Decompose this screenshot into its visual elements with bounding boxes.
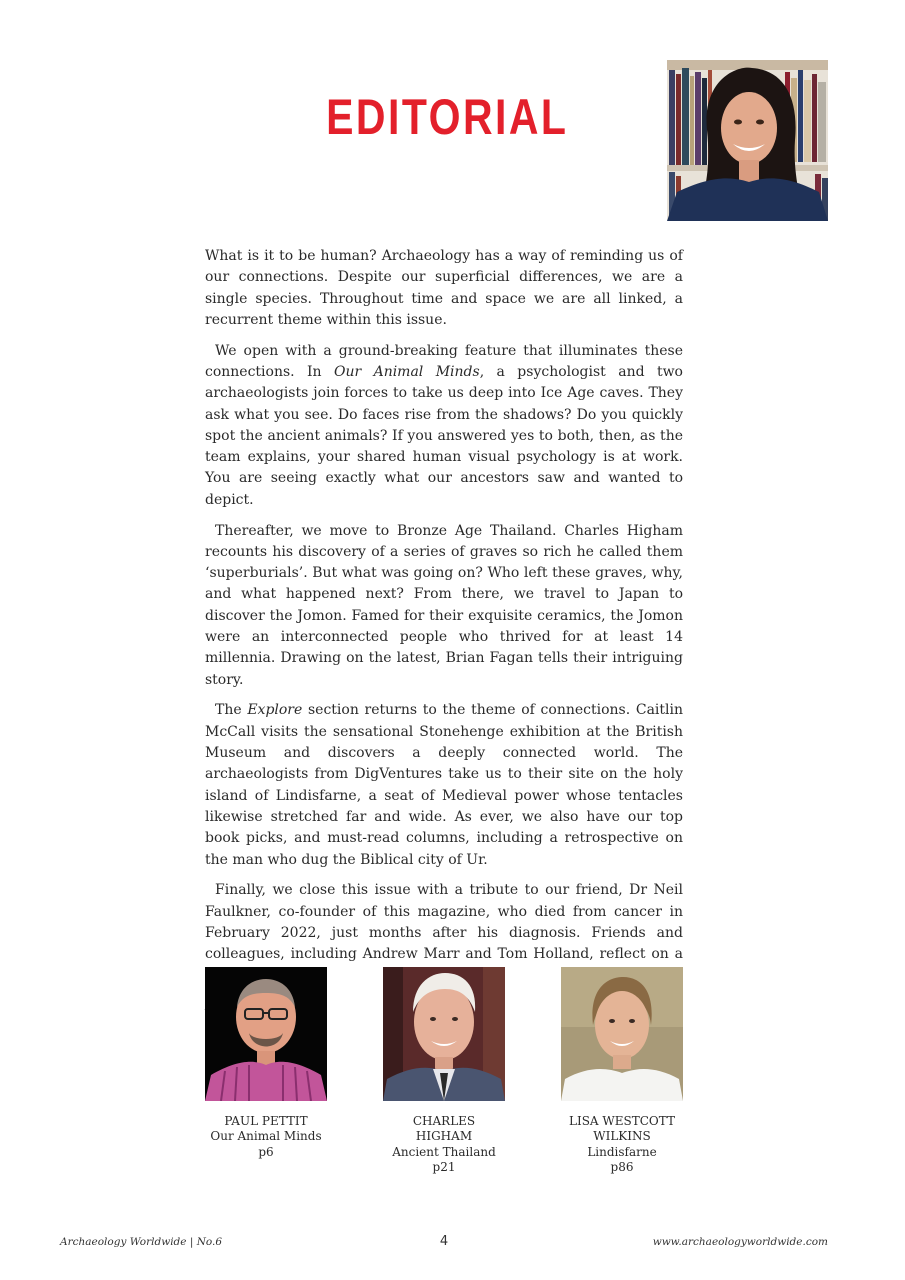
page-number: 4 — [439, 1234, 449, 1249]
contributor-caption — [383, 1114, 505, 1175]
contributor-card — [561, 967, 683, 1175]
paragraph-text: The — [215, 702, 248, 719]
contributor-photo — [383, 967, 505, 1101]
contributor-photo — [205, 967, 327, 1101]
contributor-name-continued: WILKINS — [593, 1129, 651, 1144]
contributor-card — [205, 967, 327, 1160]
editorial-body — [205, 246, 683, 1027]
paragraph-text: section returns to the theme of connections. Caitlin McCall visits the sensational Stonehenge exhibition at the British Museum and discovers a deeply connected world. The archaeologists from DigVentures take us to their site on the holy island of Lindisfarne, a seat of Medieval power whose tentacles likewise stretched far and wide. As ever, we also have our top book picks, and must-read columns, including a retrospective on the man who dug the Biblical city of Ur. — [205, 702, 683, 868]
paragraph-thailand-jomon: Thereafter, we move to Bronze Age Thailand. Charles Higham recounts his discovery of a series of graves so rich he called them ‘superburials’. But what was going on? Who left these graves, why, and what happened next? From there, we travel to Japan to discover the Jomon. Famed for their exquisite ceramics, the Jomon were an interconnected people who thrived for at least 14 millennia. Drawing on the latest, Brian Fagan tells their intriguing story. — [205, 522, 683, 688]
contributor-caption — [205, 1114, 327, 1160]
contributor-photo — [561, 967, 683, 1101]
paragraph-explore — [205, 700, 683, 870]
contributor-name: LISA WESTCOTT — [569, 1114, 675, 1128]
contributor-article: Our Animal Minds — [210, 1129, 322, 1144]
paragraph-tribute: Finally, we close this issue with a tribute to our friend, Dr Neil Faulkner, co-founder of this magazine, who died from cancer in February 2022, just months after his diagnosis. Friends and colleagues, including Andrew Marr and Tom Holland, reflect on a — [205, 882, 683, 963]
contributor-name: PAUL PETTIT — [224, 1114, 308, 1128]
contributor-article: Lindisfarne — [587, 1144, 657, 1159]
editor-photo — [667, 60, 828, 221]
feature-title-animal-minds: Our Animal Minds — [333, 363, 480, 380]
contributor-caption — [561, 1114, 683, 1175]
footer-publication: Archaeology Worldwide | No.6 — [60, 1236, 223, 1248]
contributor-name: CHARLES HIGHAM — [412, 1114, 476, 1144]
paragraph-animal-minds — [205, 341, 683, 511]
contributor-article: Ancient Thailand — [392, 1144, 496, 1159]
footer-website: www.archaeologyworldwide.com — [652, 1236, 828, 1248]
contributor-page: p21 — [432, 1159, 456, 1174]
paragraph-intro: What is it to be human? Archaeology has a way of reminding us of our connections. Despite our superficial differences, we are a single species. Throughout time and space we are all linked, a recurrent theme within this issue. — [205, 248, 683, 328]
section-title-explore: Explore — [247, 702, 303, 719]
contributor-card — [383, 967, 505, 1175]
page-title: EDITORIAL — [326, 89, 569, 145]
contributor-page: p6 — [258, 1144, 274, 1159]
editor-portrait-image — [667, 60, 828, 221]
paragraph-text: We open with a ground-breaking feature that illuminates these connections. In — [205, 342, 683, 380]
contributor-page: p86 — [610, 1159, 634, 1174]
paragraph-text: , a psychologist and two archaeologists join forces to take us deep into Ice Age caves. They ask what you see. Do faces rise from the shadows? Do you quickly spot the ancient animals? If you answered yes to both, then, as the team explains, your shared human visual psychology is at work. You are seeing exactly what our ancestors saw and wanted to depict. — [205, 363, 683, 508]
